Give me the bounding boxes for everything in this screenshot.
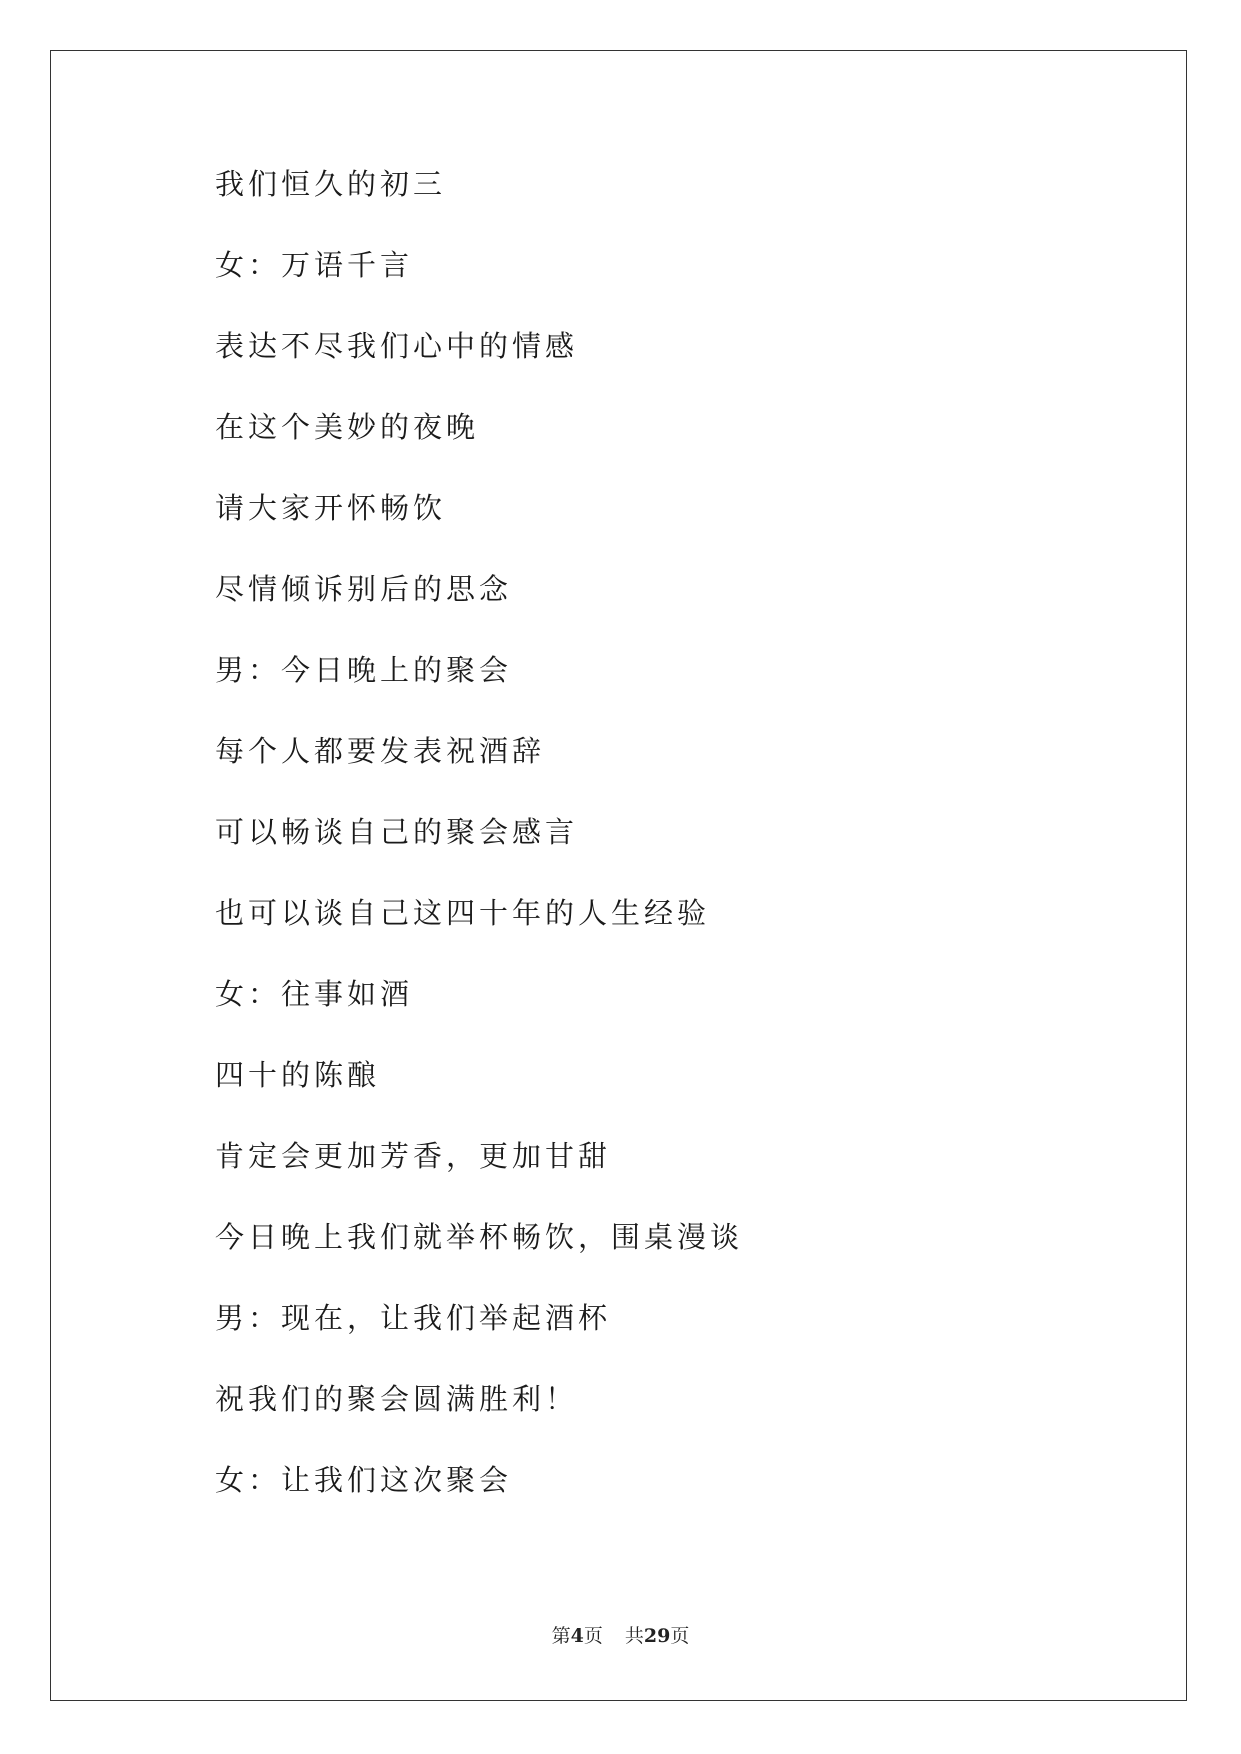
- text-line: 尽情倾诉别后的思念: [215, 572, 513, 606]
- text-line: 肯定会更加芳香，更加甘甜: [215, 1139, 612, 1173]
- text-line: 女：万语千言: [215, 248, 414, 282]
- text-line: 可以畅谈自己的聚会感言: [215, 815, 579, 849]
- total-pages: 29: [643, 1625, 671, 1647]
- text-line: 也可以谈自己这四十年的人生经验: [215, 896, 711, 930]
- text-line: 女：往事如酒: [215, 977, 414, 1011]
- page-footer: [0, 1621, 1241, 1648]
- text-line: 四十的陈酿: [215, 1058, 381, 1092]
- document-body: [215, 166, 1115, 1543]
- text-line: 祝我们的聚会圆满胜利！: [215, 1382, 579, 1416]
- page-prefix: 第: [551, 1625, 571, 1647]
- text-line: 每个人都要发表祝酒辞: [215, 734, 546, 768]
- text-line: 请大家开怀畅饮: [215, 491, 447, 525]
- text-line: 男：今日晚上的聚会: [215, 653, 513, 687]
- page-number: 4: [570, 1625, 584, 1647]
- page-suffix: 页: [583, 1625, 603, 1647]
- text-line: 今日晚上我们就举杯畅饮，围桌漫谈: [215, 1220, 744, 1254]
- text-line: 我们恒久的初三: [215, 167, 447, 201]
- text-line: 在这个美妙的夜晚: [215, 410, 480, 444]
- total-suffix: 页: [670, 1625, 690, 1647]
- text-line: 表达不尽我们心中的情感: [215, 329, 579, 363]
- text-line: 男：现在，让我们举起酒杯: [215, 1301, 612, 1335]
- total-prefix: 共: [624, 1625, 644, 1647]
- text-line: 女：让我们这次聚会: [215, 1463, 513, 1497]
